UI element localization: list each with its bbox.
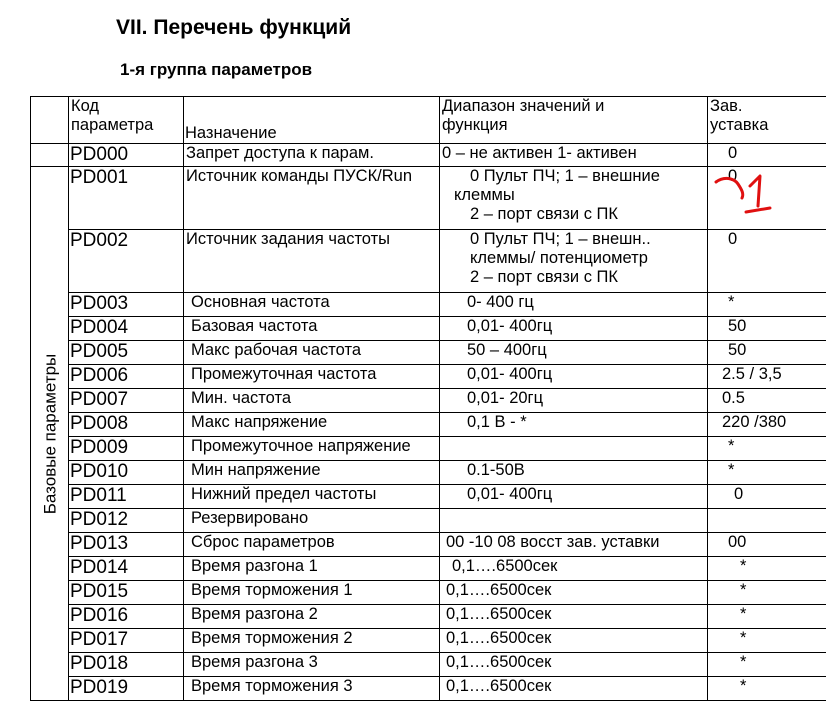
header-purpose [184, 97, 440, 144]
header-purpose-label: Назначение [185, 124, 439, 143]
param-purpose: Основная частота [184, 293, 440, 317]
table-row [31, 605, 826, 629]
param-purpose: Сброс параметров [184, 533, 440, 557]
range-line: клеммы/ потенциометр [470, 249, 707, 268]
header-default-line2: уставка [710, 116, 826, 135]
table-row [31, 653, 826, 677]
table-row [31, 144, 826, 167]
param-range [440, 167, 708, 230]
param-code: PD009 [69, 437, 184, 461]
header-default-line1: Зав. [710, 97, 826, 116]
param-default: 00 [708, 533, 826, 557]
param-purpose: Источник команды ПУСК/Run [184, 167, 440, 230]
param-default: 220 /380 [708, 413, 826, 437]
param-range: 0,1 В - * [440, 413, 708, 437]
param-default: * [708, 293, 826, 317]
param-code: PD013 [69, 533, 184, 557]
param-purpose: Нижний предел частоты [184, 485, 440, 509]
param-purpose: Время разгона 1 [184, 557, 440, 581]
param-default: * [708, 605, 826, 629]
param-purpose: Источник задания частоты [184, 230, 440, 293]
param-purpose: Время разгона 3 [184, 653, 440, 677]
header-range [440, 97, 708, 144]
param-purpose: Мин напряжение [184, 461, 440, 485]
param-code: PD005 [69, 341, 184, 365]
param-purpose: Мин. частота [184, 389, 440, 413]
table-row [31, 461, 826, 485]
param-range: 0 – не активен 1- активен [440, 144, 708, 167]
param-purpose: Время торможения 1 [184, 581, 440, 605]
param-code: PD000 [69, 144, 184, 167]
param-range: 00 -10 08 восст зав. уставки [440, 533, 708, 557]
param-default: 0 [708, 230, 826, 293]
table-row [31, 230, 826, 293]
param-range: 0,01- 400гц [440, 485, 708, 509]
header-code [69, 97, 184, 144]
table-header-row [31, 97, 826, 144]
param-purpose: Время торможения 3 [184, 677, 440, 701]
table-row [31, 485, 826, 509]
param-range: 0,1….6500сек [440, 653, 708, 677]
param-range: 0,1….6500сек [440, 581, 708, 605]
table-row [31, 317, 826, 341]
header-code-line1: Код [71, 97, 183, 116]
param-range: 0,1….6500сек [440, 557, 708, 581]
param-default: 0.5 [708, 389, 826, 413]
param-default: 0 [708, 167, 826, 230]
table-row [31, 509, 826, 533]
param-code: PD014 [69, 557, 184, 581]
param-range: 0.1-50В [440, 461, 708, 485]
annotation-digit-base-stroke [746, 208, 770, 212]
param-default: 50 [708, 317, 826, 341]
param-range: 0,1….6500сек [440, 605, 708, 629]
header-default [708, 97, 826, 144]
range-line: 0 Пульт ПЧ; 1 – внешн.. [470, 230, 707, 249]
param-default [708, 509, 826, 533]
section-title: VII. Перечень функций [116, 16, 351, 40]
param-code: PD006 [69, 365, 184, 389]
param-default: * [708, 557, 826, 581]
range-line: 0 Пульт ПЧ; 1 – внешние [470, 167, 707, 186]
table-row [31, 413, 826, 437]
group-empty-cell [31, 144, 69, 167]
section-subtitle: 1-я группа параметров [120, 60, 312, 80]
range-line: 2 – порт связи с ПК [470, 268, 707, 287]
param-default: * [708, 437, 826, 461]
param-purpose: Базовая частота [184, 317, 440, 341]
param-code: PD003 [69, 293, 184, 317]
param-range [440, 509, 708, 533]
param-default: * [708, 581, 826, 605]
param-code: PD008 [69, 413, 184, 437]
param-code: PD012 [69, 509, 184, 533]
param-purpose: Время торможения 2 [184, 629, 440, 653]
param-code: PD017 [69, 629, 184, 653]
param-code: PD001 [69, 167, 184, 230]
group-label-cell [31, 167, 69, 701]
param-range [440, 230, 708, 293]
param-code: PD015 [69, 581, 184, 605]
table-row [31, 341, 826, 365]
table-row [31, 293, 826, 317]
param-purpose: Время разгона 2 [184, 605, 440, 629]
header-empty-cell [31, 97, 69, 144]
param-code: PD019 [69, 677, 184, 701]
param-default: 0 [708, 144, 826, 167]
param-code: PD018 [69, 653, 184, 677]
range-line: клеммы [454, 186, 707, 205]
param-default: * [708, 461, 826, 485]
param-range: 0,01- 400гц [440, 365, 708, 389]
header-code-line2: параметра [71, 116, 183, 135]
param-range: 0,1….6500сек [440, 677, 708, 701]
table-row [31, 557, 826, 581]
header-range-line1: Диапазон значений и [442, 97, 707, 116]
param-default: 50 [708, 341, 826, 365]
range-line: 2 – порт связи с ПК [470, 205, 707, 224]
param-purpose: Макс напряжение [184, 413, 440, 437]
table-row [31, 629, 826, 653]
table-row [31, 389, 826, 413]
param-purpose: Макс рабочая частота [184, 341, 440, 365]
table-row [31, 581, 826, 605]
param-range: 0,01- 400гц [440, 317, 708, 341]
param-default: 2.5 / 3,5 [708, 365, 826, 389]
annotation-digit-one-stroke [750, 176, 760, 206]
param-code: PD004 [69, 317, 184, 341]
param-default: * [708, 629, 826, 653]
param-code: PD007 [69, 389, 184, 413]
param-purpose: Запрет доступа к парам. [184, 144, 440, 167]
param-purpose: Промежуточное напряжение [184, 437, 440, 461]
param-range [440, 437, 708, 461]
param-range: 0,1….6500сек [440, 629, 708, 653]
table-row [31, 365, 826, 389]
param-code: PD010 [69, 461, 184, 485]
param-default: * [708, 653, 826, 677]
param-range: 0- 400 гц [440, 293, 708, 317]
param-default: * [708, 677, 826, 701]
param-purpose: Промежуточная частота [184, 365, 440, 389]
handwritten-annotation [712, 168, 782, 220]
param-code: PD011 [69, 485, 184, 509]
param-purpose: Резервировано [184, 509, 440, 533]
table-row [31, 533, 826, 557]
param-code: PD002 [69, 230, 184, 293]
param-default: 0 [708, 485, 826, 509]
table-row [31, 167, 826, 230]
annotation-strikeout-stroke [716, 178, 743, 198]
group-label: Базовые параметры [40, 353, 59, 514]
table-row [31, 437, 826, 461]
param-code: PD016 [69, 605, 184, 629]
header-range-line2: функция [442, 116, 707, 135]
param-range: 0,01- 20гц [440, 389, 708, 413]
param-range: 50 – 400гц [440, 341, 708, 365]
parameters-table [30, 96, 826, 701]
